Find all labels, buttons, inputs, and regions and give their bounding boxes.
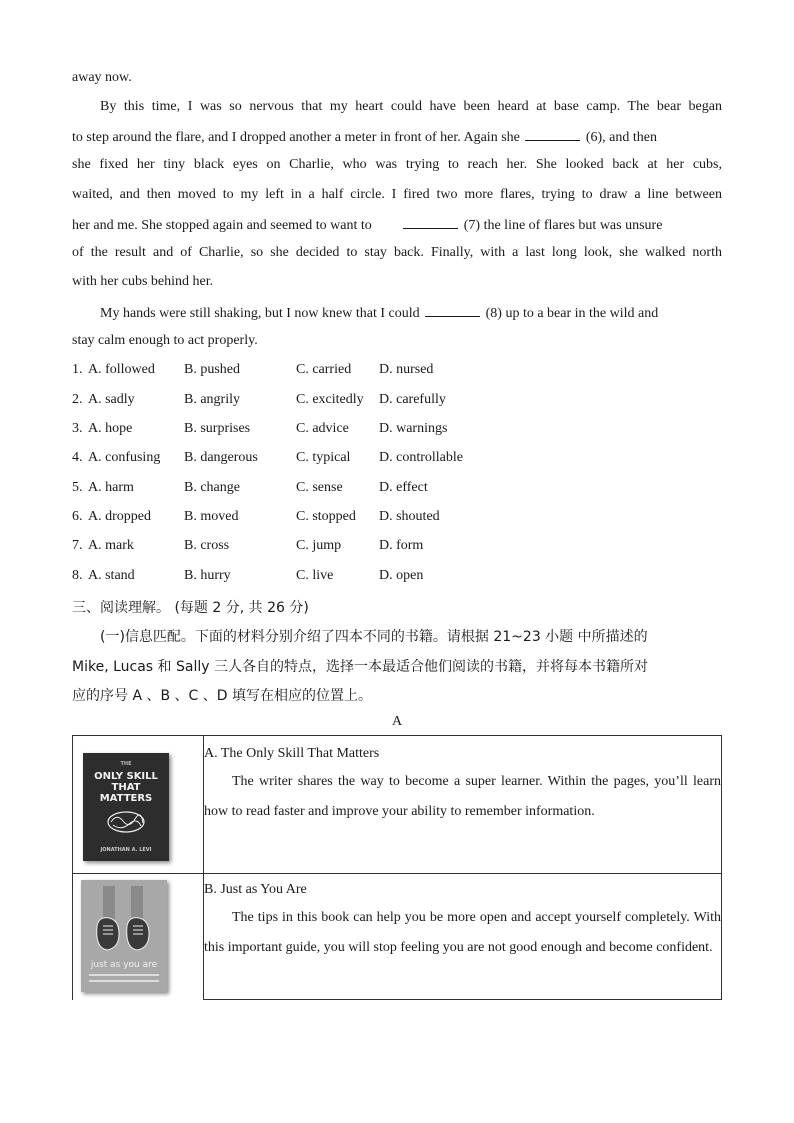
- books-table: [72, 735, 722, 1000]
- group-label: A: [391, 714, 403, 729]
- option-b[interactable]: B. angrily: [184, 392, 240, 407]
- option-a[interactable]: A. dropped: [88, 509, 151, 524]
- section-intro: Mike, Lucas 和 Sally 三人各自的特点，选择一本最适合他们阅读的书籍，并将每本书籍所对: [72, 659, 648, 675]
- book-description-cell: [204, 736, 722, 874]
- book-cover-image: just as you are: [81, 880, 167, 992]
- answer-blank-6[interactable]: [525, 128, 580, 141]
- question-row: 8. A. stand B. hurry C. live D. open: [72, 568, 424, 583]
- passage-line: By this time, I was so nervous that my heart could have been heard at base camp. The bear began: [100, 99, 722, 114]
- option-a[interactable]: A. hope: [88, 421, 133, 436]
- question-row: 4. A. confusing B. dangerous C. typical D. controllable: [72, 450, 463, 465]
- sneakers-icon: [91, 886, 157, 956]
- option-b[interactable]: B. dangerous: [184, 450, 258, 465]
- passage-line: away now.: [72, 70, 132, 85]
- question-row: 2. A. sadly B. angrily C. excitedly D. carefully: [72, 392, 446, 407]
- book-description-cell: [204, 874, 722, 1000]
- question-row: 7. A. mark B. cross C. jump D. form: [72, 538, 424, 553]
- answer-blank-8[interactable]: [425, 304, 480, 317]
- option-d[interactable]: D. effect: [379, 480, 428, 495]
- table-row: [73, 736, 722, 874]
- book-title: A. The Only Skill That Matters: [204, 746, 380, 761]
- section-intro: (一)信息匹配。下面的材料分别介绍了四本不同的书籍。请根据 21~23 小题 中所描述的: [100, 629, 648, 645]
- passage-line: she fixed her tiny black eyes on Charlie, who was trying to reach her. She looked back at her cubs,: [72, 157, 722, 172]
- passage-line: her and me. She stopped again and seemed to want to (7) the line of flares but was unsure: [72, 218, 663, 233]
- option-c[interactable]: C. sense: [296, 480, 343, 495]
- option-c[interactable]: C. stopped: [296, 509, 356, 524]
- book-description: The writer shares the way to become a super learner. Within the pages, you’ll learn how to read faster and improve your ability to remember information.: [204, 774, 721, 819]
- option-b[interactable]: B. cross: [184, 538, 230, 553]
- passage-line: to step around the flare, and I dropped another a meter in front of her. Again she (6), and then: [72, 130, 658, 145]
- option-a[interactable]: A. sadly: [88, 392, 135, 407]
- book-description: The tips in this book can help you be more open and accept yourself completely. With this important guide, you will stop feeling you are not good enough and become confident.: [204, 910, 721, 955]
- option-b[interactable]: B. surprises: [184, 421, 251, 436]
- option-b[interactable]: B. moved: [184, 509, 239, 524]
- question-row: 3. A. hope B. surprises C. advice D. warnings: [72, 421, 448, 436]
- option-b[interactable]: B. change: [184, 480, 240, 495]
- option-d[interactable]: D. open: [379, 568, 424, 583]
- option-d[interactable]: D. warnings: [379, 421, 448, 436]
- option-d[interactable]: D. carefully: [379, 392, 446, 407]
- option-d[interactable]: D. shouted: [379, 509, 440, 524]
- question-row: 5. A. harm B. change C. sense D. effect: [72, 480, 428, 495]
- passage-line: of the result and of Charlie, so she decided to stay back. Finally, with a last long look, she walked north: [72, 245, 722, 260]
- option-a[interactable]: A. confusing: [88, 450, 161, 465]
- option-b[interactable]: B. hurry: [184, 568, 231, 583]
- option-c[interactable]: C. live: [296, 568, 334, 583]
- answer-blank-7[interactable]: [403, 216, 458, 229]
- question-row: 1. A. followed B. pushed C. carried D. nursed: [72, 362, 434, 377]
- cover-cell: [73, 874, 204, 1000]
- option-c[interactable]: C. typical: [296, 450, 351, 465]
- section-heading: 三、阅读理解。 (每题 2 分, 共 26 分): [72, 600, 309, 616]
- option-d[interactable]: D. controllable: [379, 450, 463, 465]
- brain-scribble-icon: [105, 809, 147, 835]
- option-c[interactable]: C. jump: [296, 538, 342, 553]
- option-a[interactable]: A. stand: [88, 568, 135, 583]
- passage-line: My hands were still shaking, but I now knew that I could (8) up to a bear in the wild and: [100, 306, 659, 321]
- option-b[interactable]: B. pushed: [184, 362, 240, 377]
- option-a[interactable]: A. harm: [88, 480, 134, 495]
- book-title: B. Just as You Are: [204, 882, 307, 897]
- option-c[interactable]: C. advice: [296, 421, 349, 436]
- passage-line: waited, and then moved to my left in a half circle. I fired two more flares, trying to draw a line between: [72, 187, 722, 202]
- question-row: 6. A. dropped B. moved C. stopped D. shouted: [72, 509, 440, 524]
- cover-cell: [73, 736, 204, 874]
- passage-line: with her cubs behind her.: [72, 274, 214, 289]
- option-a[interactable]: A. mark: [88, 538, 134, 553]
- book-cover-image: THE ONLY SKILL THAT MATTERS JONATHAN A. LEVI: [83, 753, 169, 861]
- option-c[interactable]: C. carried: [296, 362, 352, 377]
- option-c[interactable]: C. excitedly: [296, 392, 364, 407]
- section-intro: 应的序号 A 、B 、C 、D 填写在相应的位置上。: [72, 688, 372, 704]
- option-a[interactable]: A. followed: [88, 362, 155, 377]
- passage-line: stay calm enough to act properly.: [72, 333, 258, 348]
- option-d[interactable]: D. nursed: [379, 362, 434, 377]
- option-d[interactable]: D. form: [379, 538, 424, 553]
- table-row: [73, 874, 722, 1000]
